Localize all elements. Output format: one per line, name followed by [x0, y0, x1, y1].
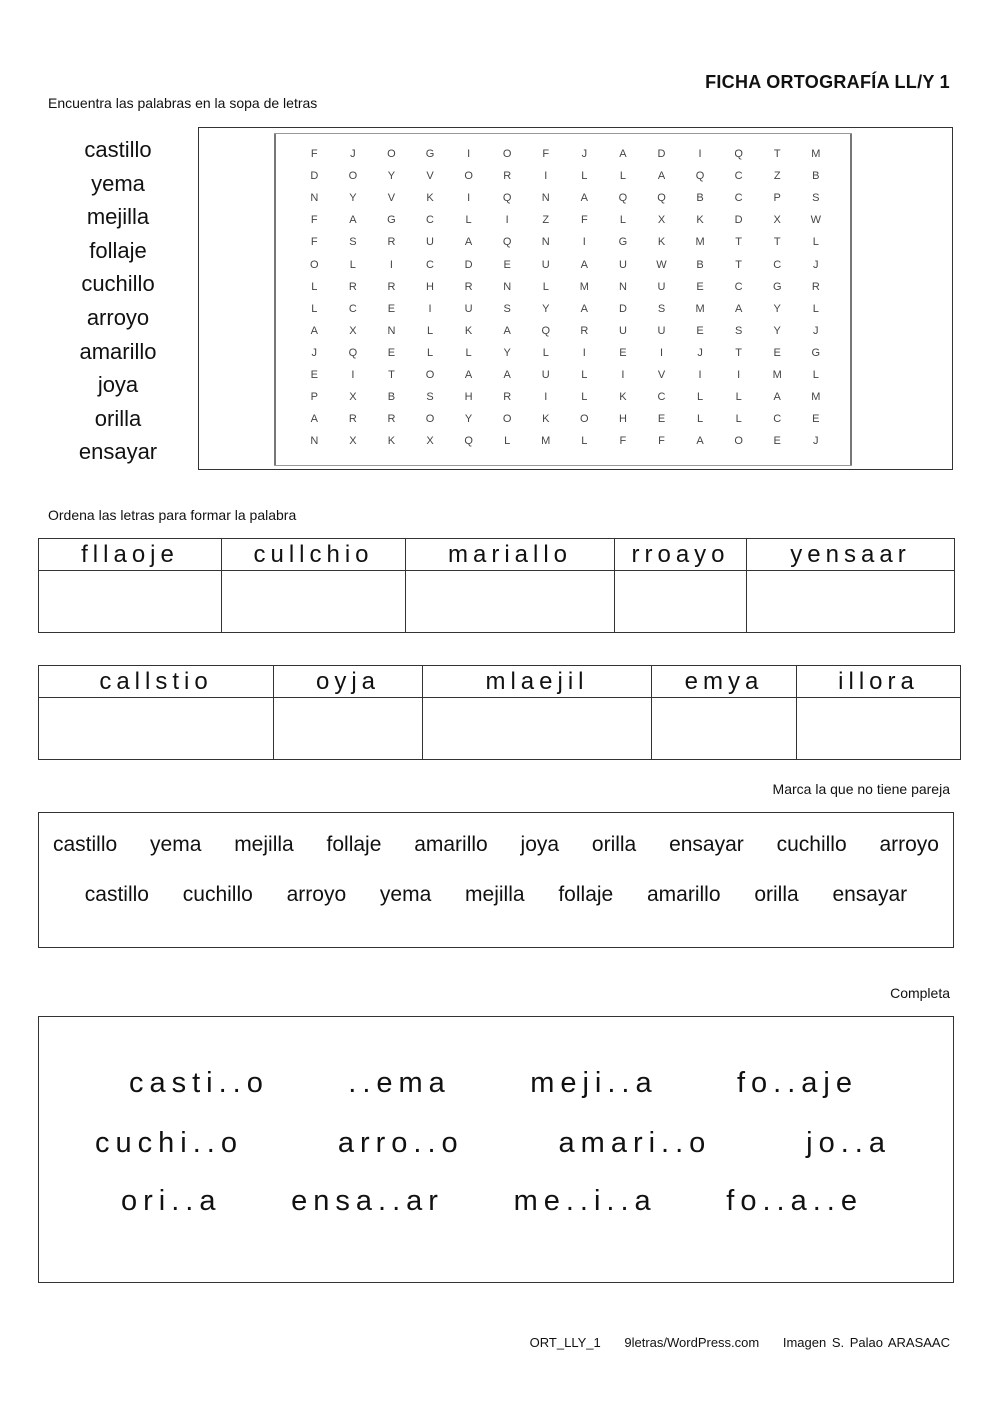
- complete-row: [95, 1127, 891, 1160]
- grid-letter[interactable]: Q: [502, 192, 512, 205]
- grid-letter[interactable]: A: [464, 236, 473, 249]
- grid-letter[interactable]: U: [464, 302, 473, 315]
- pair-word[interactable]: orilla: [591, 833, 637, 856]
- grid-letter[interactable]: F: [310, 148, 318, 160]
- page-title: FICHA ORTOGRAFÍA LL/Y 1: [705, 72, 950, 92]
- grid-letter[interactable]: F: [310, 214, 318, 227]
- grid-letter[interactable]: S: [349, 236, 357, 249]
- word-list-item: ensayar: [78, 439, 158, 465]
- grid-letter[interactable]: E: [310, 369, 318, 381]
- pair-word[interactable]: yema: [150, 833, 202, 856]
- grid-letter[interactable]: X: [349, 435, 357, 448]
- grid-letter[interactable]: J: [813, 435, 819, 448]
- grid-letter[interactable]: E: [696, 280, 704, 293]
- grid-letter[interactable]: C: [426, 214, 434, 227]
- complete-word[interactable]: casti..o: [129, 1067, 269, 1099]
- grid-letter[interactable]: L: [311, 302, 318, 315]
- grid-letter[interactable]: H: [426, 280, 434, 293]
- grid-letter[interactable]: B: [812, 170, 820, 183]
- grid-letter[interactable]: M: [541, 435, 551, 448]
- grid-letter[interactable]: I: [544, 391, 548, 404]
- answer-cell[interactable]: [747, 571, 955, 633]
- pair-word[interactable]: amarillo: [414, 833, 488, 856]
- grid-letter[interactable]: X: [349, 324, 357, 337]
- grid-letter[interactable]: U: [426, 236, 434, 249]
- grid-letter[interactable]: L: [581, 435, 588, 448]
- grid-letter[interactable]: C: [657, 391, 666, 404]
- grid-row: [295, 408, 835, 430]
- pair-row-1: [39, 833, 953, 857]
- pair-word[interactable]: arroyo: [879, 833, 939, 856]
- grid-letter[interactable]: J: [813, 324, 819, 337]
- grid-letter[interactable]: A: [619, 148, 627, 160]
- grid-letter[interactable]: J: [350, 148, 356, 160]
- instruction-odd-one: Marca la que no tiene pareja: [772, 781, 950, 797]
- complete-word[interactable]: cuchi..o: [95, 1127, 243, 1159]
- grid-letter[interactable]: U: [618, 324, 627, 337]
- grid-letter[interactable]: S: [812, 192, 820, 205]
- grid-letter[interactable]: M: [695, 236, 705, 249]
- grid-letter[interactable]: R: [580, 324, 589, 337]
- anagram-word: fllaoje: [39, 539, 222, 571]
- grid-letter[interactable]: C: [734, 280, 743, 293]
- grid-letter[interactable]: R: [387, 280, 396, 293]
- grid-letter[interactable]: L: [349, 258, 356, 271]
- grid-row: [295, 165, 835, 187]
- grid-letter[interactable]: O: [734, 435, 743, 448]
- grid-letter[interactable]: K: [542, 413, 550, 426]
- grid-letter[interactable]: U: [541, 369, 550, 381]
- grid-letter[interactable]: N: [310, 192, 319, 205]
- grid-letter[interactable]: G: [772, 280, 782, 293]
- grid-letter[interactable]: K: [426, 192, 434, 205]
- complete-word[interactable]: fo..aje: [737, 1067, 858, 1099]
- grid-letter[interactable]: A: [773, 391, 781, 404]
- grid-letter[interactable]: W: [810, 214, 821, 227]
- grid-letter[interactable]: N: [503, 280, 512, 293]
- grid-letter[interactable]: E: [773, 435, 781, 448]
- complete-word[interactable]: me..i..a: [513, 1185, 657, 1217]
- pair-word[interactable]: ensayar: [669, 833, 744, 856]
- grid-letter[interactable]: B: [387, 391, 396, 404]
- answer-cell[interactable]: [274, 698, 423, 760]
- grid-letter[interactable]: O: [464, 170, 473, 183]
- grid-letter[interactable]: S: [734, 324, 743, 337]
- pair-word[interactable]: castillo: [84, 883, 149, 906]
- grid-letter[interactable]: O: [580, 413, 589, 426]
- grid-letter[interactable]: Q: [695, 170, 705, 183]
- pair-word[interactable]: yema: [379, 883, 432, 906]
- grid-letter[interactable]: C: [773, 413, 782, 426]
- word-list-item: arroyo: [86, 304, 150, 330]
- grid-letter[interactable]: D: [310, 170, 319, 183]
- grid-letter[interactable]: I: [698, 148, 702, 160]
- word-list-item: joya: [97, 372, 139, 398]
- grid-letter[interactable]: A: [580, 302, 588, 315]
- grid-letter[interactable]: L: [465, 214, 472, 227]
- grid-letter[interactable]: F: [542, 148, 550, 160]
- grid-letter[interactable]: A: [349, 214, 357, 227]
- grid-letter[interactable]: A: [734, 302, 743, 315]
- complete-box: [38, 1016, 954, 1283]
- grid-letter[interactable]: T: [773, 148, 781, 160]
- grid-letter[interactable]: I: [659, 346, 664, 359]
- grid-letter[interactable]: N: [387, 324, 396, 337]
- grid-letter[interactable]: L: [735, 413, 742, 426]
- grid-letter[interactable]: C: [773, 258, 782, 271]
- anagram-table-1: [38, 538, 955, 633]
- anagram-word: rroayo: [615, 539, 747, 571]
- grid-letter[interactable]: G: [425, 148, 435, 160]
- grid-letter[interactable]: U: [541, 258, 550, 271]
- complete-word[interactable]: ..ema: [348, 1067, 451, 1099]
- grid-letter[interactable]: R: [503, 391, 512, 404]
- grid-letter[interactable]: F: [310, 236, 318, 249]
- grid-letter[interactable]: I: [389, 258, 393, 271]
- grid-letter[interactable]: I: [582, 236, 586, 249]
- grid-letter[interactable]: D: [618, 302, 627, 315]
- grid-letter[interactable]: K: [657, 236, 666, 249]
- grid-letter[interactable]: K: [619, 391, 627, 404]
- answer-cell[interactable]: [797, 698, 961, 760]
- grid-letter[interactable]: Q: [541, 324, 551, 337]
- grid-letter[interactable]: L: [581, 369, 588, 381]
- grid-letter[interactable]: K: [387, 435, 396, 448]
- complete-row: [129, 1067, 858, 1100]
- grid-letter[interactable]: E: [812, 413, 820, 426]
- pair-word[interactable]: follaje: [326, 833, 382, 856]
- grid-letter[interactable]: J: [813, 258, 819, 271]
- grid-letter[interactable]: I: [505, 214, 509, 227]
- anagram-word: emya: [652, 666, 797, 698]
- answer-cell[interactable]: [39, 698, 274, 760]
- pair-word[interactable]: arroyo: [286, 883, 347, 906]
- complete-word[interactable]: ori..a: [121, 1185, 222, 1217]
- grid-letter[interactable]: M: [772, 369, 782, 381]
- grid-row: [295, 254, 835, 276]
- anagram-word: callstio: [39, 666, 274, 698]
- anagram-word: mariallo: [406, 539, 615, 571]
- grid-letter[interactable]: J: [311, 346, 318, 359]
- grid-letter[interactable]: A: [657, 170, 666, 183]
- grid-letter[interactable]: C: [734, 170, 743, 183]
- grid-letter[interactable]: L: [542, 346, 549, 359]
- grid-letter[interactable]: B: [696, 258, 704, 271]
- grid-letter[interactable]: M: [579, 280, 589, 293]
- grid-letter[interactable]: U: [618, 258, 627, 271]
- grid-letter[interactable]: A: [503, 369, 511, 381]
- grid-row: [295, 276, 835, 298]
- grid-letter[interactable]: I: [621, 369, 625, 381]
- grid-letter[interactable]: U: [657, 324, 666, 337]
- word-list-item: cuchillo: [81, 271, 155, 297]
- grid-letter[interactable]: A: [464, 369, 473, 381]
- grid-letter[interactable]: L: [812, 369, 819, 381]
- grid-letter[interactable]: S: [426, 391, 434, 404]
- grid-letter[interactable]: I: [544, 170, 548, 183]
- grid-letter[interactable]: G: [811, 346, 821, 359]
- grid-letter[interactable]: L: [542, 280, 549, 293]
- word-list-item: orilla: [94, 405, 142, 431]
- grid-letter[interactable]: N: [541, 192, 550, 205]
- grid-letter[interactable]: Q: [348, 346, 358, 359]
- grid-letter[interactable]: I: [737, 369, 741, 381]
- grid-letter[interactable]: D: [657, 148, 666, 160]
- grid-letter[interactable]: L: [311, 280, 318, 293]
- grid-letter[interactable]: E: [619, 346, 627, 359]
- grid-letter[interactable]: V: [657, 369, 666, 381]
- grid-letter[interactable]: H: [618, 413, 627, 426]
- answer-cell[interactable]: [39, 571, 222, 633]
- grid-letter[interactable]: O: [425, 413, 435, 426]
- grid-letter[interactable]: K: [464, 324, 473, 337]
- grid-letter[interactable]: L: [697, 391, 704, 404]
- pair-word[interactable]: cuchillo: [182, 883, 253, 906]
- grid-letter[interactable]: C: [426, 258, 434, 271]
- grid-letter[interactable]: A: [580, 258, 588, 271]
- anagram-word: oyja: [274, 666, 423, 698]
- grid-letter[interactable]: B: [696, 192, 704, 205]
- complete-word[interactable]: amari..o: [558, 1127, 712, 1159]
- grid-letter[interactable]: M: [811, 148, 821, 160]
- pair-word[interactable]: amarillo: [647, 883, 721, 906]
- grid-letter[interactable]: O: [425, 369, 435, 381]
- grid-letter[interactable]: T: [735, 236, 743, 249]
- grid-letter[interactable]: A: [580, 192, 588, 205]
- grid-letter[interactable]: T: [735, 346, 743, 359]
- instruction-anagrams: Ordena las letras para formar la palabra: [48, 507, 297, 523]
- grid-row: [295, 209, 835, 231]
- grid-row: [295, 231, 835, 253]
- instruction-word-search: Encuentra las palabras en la sopa de letras: [48, 95, 318, 111]
- answer-cell[interactable]: [423, 698, 652, 760]
- grid-letter[interactable]: S: [657, 302, 666, 315]
- pair-word[interactable]: follaje: [558, 883, 614, 906]
- grid-letter[interactable]: N: [310, 435, 319, 448]
- grid-row: [295, 342, 835, 364]
- grid-letter[interactable]: L: [581, 170, 588, 183]
- grid-letter[interactable]: L: [619, 170, 626, 183]
- footer-code: ORT_LLY_1: [529, 1335, 601, 1350]
- grid-letter[interactable]: J: [697, 346, 703, 359]
- grid-letter[interactable]: Q: [657, 192, 666, 205]
- grid-letter[interactable]: T: [388, 369, 395, 381]
- grid-letter[interactable]: O: [348, 170, 358, 183]
- grid-letter[interactable]: Y: [773, 302, 781, 315]
- grid-letter[interactable]: C: [348, 302, 357, 315]
- grid-letter[interactable]: I: [467, 148, 471, 160]
- grid-letter[interactable]: F: [580, 214, 588, 227]
- word-list-item: castillo: [84, 137, 152, 162]
- word-list: [48, 133, 188, 469]
- grid-letter[interactable]: E: [696, 324, 704, 337]
- grid-letter[interactable]: R: [348, 280, 357, 293]
- grid-letter[interactable]: Y: [349, 192, 357, 205]
- grid-letter[interactable]: Y: [503, 346, 511, 359]
- grid-letter[interactable]: W: [656, 258, 667, 271]
- grid-letter[interactable]: L: [735, 391, 742, 404]
- grid-letter[interactable]: X: [773, 214, 781, 227]
- grid-letter[interactable]: M: [811, 391, 821, 404]
- grid-row: [295, 320, 835, 342]
- grid-letter[interactable]: Z: [773, 170, 781, 183]
- grid-letter[interactable]: E: [657, 413, 666, 426]
- complete-word[interactable]: meji..a: [530, 1067, 658, 1099]
- grid-row: [295, 298, 835, 320]
- grid-letter[interactable]: Y: [464, 413, 473, 426]
- complete-word[interactable]: jo..a: [806, 1127, 891, 1159]
- grid-letter[interactable]: U: [657, 280, 666, 293]
- grid-letter[interactable]: F: [658, 435, 665, 448]
- pair-word[interactable]: orilla: [754, 883, 799, 906]
- footer-source: 9letras/WordPress.com: [624, 1335, 760, 1350]
- pair-word[interactable]: castillo: [53, 833, 118, 856]
- grid-letter[interactable]: P: [773, 192, 781, 205]
- grid-letter[interactable]: R: [503, 170, 512, 183]
- grid-letter[interactable]: L: [426, 346, 434, 359]
- complete-word[interactable]: arro..o: [337, 1127, 464, 1159]
- word-list-item: follaje: [89, 237, 147, 263]
- anagram-word: cullchio: [222, 539, 406, 571]
- grid-letter[interactable]: G: [387, 214, 396, 227]
- footer-credit: Imagen S. Palao ARASAAC: [782, 1335, 950, 1350]
- grid-letter[interactable]: Y: [387, 170, 396, 183]
- pair-word[interactable]: cuchillo: [776, 833, 847, 856]
- grid-letter[interactable]: S: [503, 302, 511, 315]
- grid-letter[interactable]: D: [734, 214, 743, 227]
- word-list-item: yema: [91, 170, 145, 196]
- grid-letter[interactable]: V: [426, 170, 434, 183]
- grid-letter[interactable]: I: [467, 192, 471, 205]
- complete-word[interactable]: ensa..ar: [291, 1185, 444, 1217]
- grid-letter[interactable]: A: [310, 324, 318, 337]
- instruction-complete: Completa: [890, 985, 950, 1001]
- anagram-table-2: [38, 665, 961, 760]
- word-list-item: amarillo: [79, 338, 157, 364]
- grid-letter[interactable]: C: [734, 192, 743, 205]
- grid-letter[interactable]: J: [581, 148, 588, 160]
- grid-letter[interactable]: V: [387, 192, 396, 205]
- grid-row: [295, 187, 835, 209]
- word-list-item: mejilla: [86, 204, 150, 230]
- grid-letter[interactable]: G: [618, 236, 628, 249]
- grid-letter[interactable]: L: [812, 236, 819, 249]
- grid-letter[interactable]: X: [349, 391, 357, 404]
- grid-letter[interactable]: M: [695, 302, 705, 315]
- grid-letter[interactable]: P: [310, 391, 318, 404]
- pair-word[interactable]: ensayar: [832, 883, 908, 906]
- grid-letter[interactable]: A: [696, 435, 704, 448]
- grid-letter[interactable]: L: [504, 435, 511, 448]
- grid-letter[interactable]: O: [502, 413, 512, 426]
- grid-letter[interactable]: E: [387, 346, 396, 359]
- pair-word[interactable]: joya: [520, 833, 560, 856]
- pair-word[interactable]: mejilla: [465, 883, 525, 906]
- grid-letter[interactable]: X: [426, 435, 434, 448]
- grid-letter[interactable]: H: [464, 391, 473, 404]
- anagram-word: mlaejil: [423, 666, 652, 698]
- grid-row: [295, 364, 835, 386]
- grid-letter[interactable]: L: [465, 346, 472, 359]
- grid-letter[interactable]: Z: [542, 214, 550, 227]
- grid-letter[interactable]: Q: [618, 192, 628, 205]
- grid-letter[interactable]: L: [619, 214, 626, 227]
- grid-letter[interactable]: E: [387, 302, 396, 315]
- grid-letter[interactable]: D: [464, 258, 473, 271]
- grid-letter[interactable]: F: [619, 435, 627, 448]
- anagram-word: illora: [797, 666, 961, 698]
- grid-letter[interactable]: A: [503, 324, 511, 337]
- grid-letter[interactable]: I: [351, 369, 355, 381]
- grid-letter[interactable]: N: [618, 280, 627, 293]
- grid-letter[interactable]: O: [387, 148, 396, 160]
- grid-letter[interactable]: L: [812, 302, 819, 315]
- pair-word[interactable]: mejilla: [234, 833, 294, 856]
- grid-letter[interactable]: O: [502, 148, 512, 160]
- grid-letter[interactable]: Y: [542, 302, 550, 315]
- grid-letter[interactable]: R: [348, 413, 357, 426]
- grid-letter[interactable]: R: [464, 280, 473, 293]
- grid-letter[interactable]: N: [541, 236, 550, 249]
- answer-cell[interactable]: [652, 698, 797, 760]
- grid-letter[interactable]: R: [387, 413, 396, 426]
- grid-letter[interactable]: L: [581, 391, 588, 404]
- anagram-word: yensaar: [747, 539, 955, 571]
- grid-letter[interactable]: K: [696, 214, 704, 227]
- grid-letter[interactable]: T: [773, 236, 781, 249]
- grid-row: [295, 143, 835, 165]
- complete-word[interactable]: fo..a..e: [726, 1185, 863, 1217]
- answer-cell[interactable]: [406, 571, 615, 633]
- grid-letter[interactable]: T: [735, 258, 743, 271]
- grid-letter[interactable]: Y: [773, 324, 781, 337]
- grid-letter[interactable]: E: [773, 346, 781, 359]
- grid-letter[interactable]: R: [387, 236, 396, 249]
- grid-letter[interactable]: Q: [734, 148, 743, 160]
- grid-row: [295, 430, 835, 452]
- grid-letter[interactable]: R: [811, 280, 820, 293]
- complete-row: [121, 1185, 863, 1218]
- grid-letter[interactable]: L: [426, 324, 434, 337]
- grid-letter[interactable]: I: [428, 302, 432, 315]
- grid-row: [295, 386, 835, 408]
- answer-cell[interactable]: [222, 571, 406, 633]
- pair-row-2: [39, 883, 953, 907]
- grid-letter[interactable]: E: [503, 258, 511, 271]
- grid-letter[interactable]: X: [657, 214, 666, 227]
- pair-box: [38, 812, 954, 948]
- grid-letter[interactable]: Q: [464, 435, 473, 448]
- grid-letter[interactable]: L: [697, 413, 704, 426]
- footer: [512, 1335, 950, 1350]
- grid-letter[interactable]: Q: [502, 236, 512, 249]
- grid-letter[interactable]: O: [310, 258, 319, 271]
- grid-letter[interactable]: I: [582, 346, 586, 359]
- grid-letter[interactable]: I: [698, 369, 702, 381]
- grid-letter[interactable]: A: [310, 413, 318, 426]
- answer-cell[interactable]: [615, 571, 747, 633]
